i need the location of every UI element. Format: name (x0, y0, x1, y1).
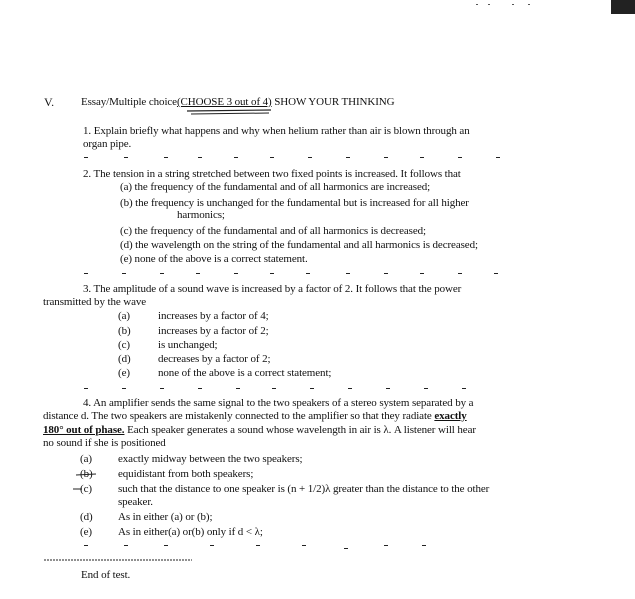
scan-speck (476, 4, 478, 5)
q4-line3-emphasis: 180° out of phase. (43, 424, 125, 436)
section-title-main: Essay/Multiple choice (81, 96, 177, 108)
section-number: V. (44, 95, 55, 109)
scan-speck (528, 4, 530, 5)
q3-option-e-letter: (e) (118, 367, 130, 379)
q3-line1: 3. The amplitude of a sound wave is increased by a factor of 2. It follows that the power (83, 283, 462, 295)
q2-option-b-cont: harmonics; (177, 209, 225, 221)
q3-option-c-text: is unchanged; (158, 339, 218, 351)
q3-line2: transmitted by the wave (43, 296, 147, 308)
q3-option-a-text: increases by a factor of 4; (158, 310, 269, 322)
q4-option-c-text: such that the distance to one speaker is (n + 1/2)λ greater than the distance to the other (118, 483, 490, 495)
section-title-choose: (CHOOSE 3 out of 4) (176, 96, 272, 108)
q4-option-e-text: As in either(a) or(b) only if d < λ; (118, 526, 263, 538)
handwritten-strike-mark (74, 470, 98, 480)
q4-line3 (43, 424, 476, 437)
q3-option-b-letter: (b) (118, 325, 131, 337)
q2-stem: 2. The tension in a string stretched between two fixed points is increased. It follows that (83, 168, 461, 180)
scan-corner-mark (611, 0, 635, 14)
q2-option-e: (e) none of the above is a correct statement. (120, 253, 308, 265)
q4-line2-emphasis: exactly (434, 410, 467, 422)
q4-option-d-text: As in either (a) or (b); (118, 511, 213, 523)
q2-option-b: (b) the frequency is unchanged for the fundamental but is increased for all higher (120, 197, 469, 209)
q4-line2-text: distance d. The two speakers are mistakenly connected to the amplifier so that they radiate (43, 410, 432, 422)
q2-option-d: (d) the wavelength on the string of the fundamental and all harmonics is decreased; (120, 239, 478, 251)
q4-option-a-text: exactly midway between the two speakers; (118, 453, 303, 465)
q4-line4: no sound if she is positioned (43, 437, 166, 449)
q4-option-e-letter: (e) (80, 526, 92, 538)
q4-option-c-letter: (c) (80, 483, 92, 495)
q3-option-d-text: decreases by a factor of 2; (158, 353, 271, 365)
q3-option-a-letter: (a) (118, 310, 130, 322)
q4-option-d-letter: (d) (80, 511, 93, 523)
end-of-test: End of test. (81, 569, 131, 581)
q3-option-b-text: increases by a factor of 2; (158, 325, 269, 337)
q3-option-e-text: none of the above is a correct statement; (158, 367, 332, 379)
q4-option-b-text: equidistant from both speakers; (118, 468, 254, 480)
handwritten-underline (185, 108, 275, 116)
q4-line1: 4. An amplifier sends the same signal to the two speakers of a stereo system separated by a (83, 397, 474, 409)
q3-option-c-letter: (c) (118, 339, 130, 351)
handwritten-dash-mark (72, 485, 84, 493)
end-rule (44, 558, 194, 562)
q2-option-a: (a) the frequency of the fundamental and of all harmonics are increased; (120, 181, 431, 193)
scan-speck (512, 4, 514, 5)
q4-option-c-cont: speaker. (118, 496, 153, 508)
q2-option-c: (c) the frequency of the fundamental and of all harmonics is decreased; (120, 225, 426, 237)
q4-line3-text: Each speaker generates a sound whose wavelength in air is λ. A listener will hear (124, 424, 476, 436)
q1-line2: organ pipe. (83, 138, 132, 150)
q4-line2 (43, 410, 467, 423)
scan-speck (488, 4, 490, 5)
q4-option-b-letter: (b) (80, 468, 93, 480)
section-title-show: SHOW YOUR THINKING (271, 96, 395, 108)
q4-option-a-letter: (a) (80, 453, 92, 465)
q3-option-d-letter: (d) (118, 353, 131, 365)
q1-line1: 1. Explain briefly what happens and why when helium rather than air is blown through an (83, 125, 470, 137)
